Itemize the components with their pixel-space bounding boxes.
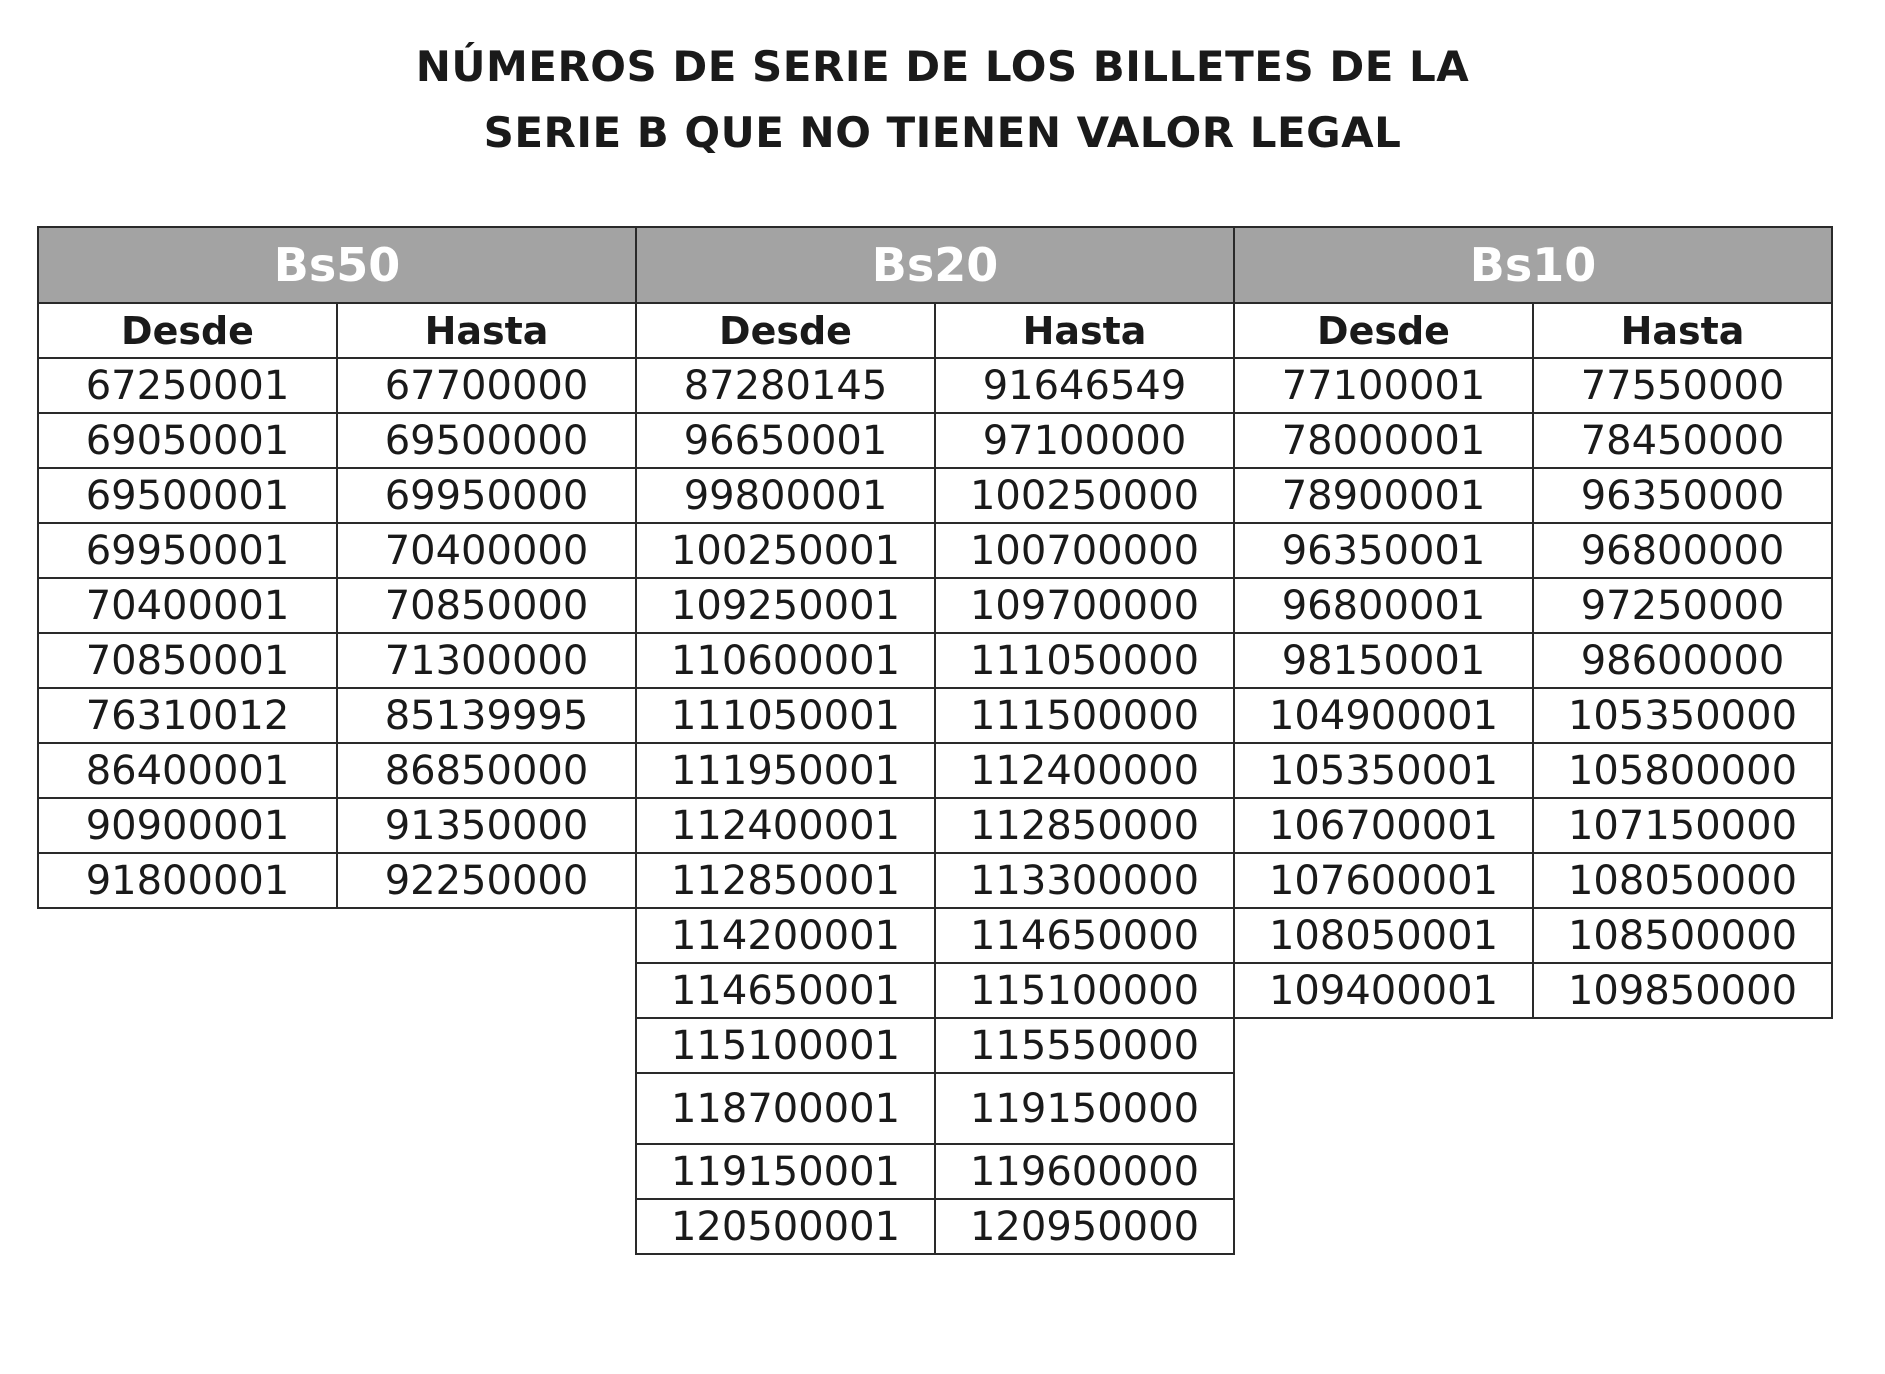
bs10-hasta-cell: 108050000 [1533, 853, 1832, 908]
bs50-table-row [38, 413, 636, 468]
bs10-desde-cell: 77100001 [1234, 358, 1533, 413]
bs50-desde-cell: 70850001 [38, 633, 337, 688]
bs50-desde-cell: 69500001 [38, 468, 337, 523]
bs10-hasta-cell: 96350000 [1533, 468, 1832, 523]
bs50-table-row [38, 853, 636, 908]
bs10-table-row [1234, 578, 1832, 633]
title-line-1: NÚMEROS DE SERIE DE LOS BILLETES DE LA [415, 42, 1470, 91]
bs50-desde-cell: 69050001 [38, 413, 337, 468]
title-line-2: SERIE B QUE NO TIENEN VALOR LEGAL [483, 108, 1402, 157]
bs20-table-row [636, 908, 1234, 963]
bs20-hasta-cell: 112400000 [935, 743, 1234, 798]
bs10-hasta-header: Hasta [1533, 303, 1832, 358]
bs20-table [635, 226, 1235, 1255]
bs20-table-row [636, 688, 1234, 743]
bs50-desde-cell: 70400001 [38, 578, 337, 633]
bs10-desde-cell: 109400001 [1234, 963, 1533, 1018]
bs50-table-row [38, 743, 636, 798]
bs20-table-row [636, 413, 1234, 468]
bs10-header: Bs10 [1234, 227, 1832, 303]
bs20-table-row [636, 578, 1234, 633]
bs50-hasta-cell: 92250000 [337, 853, 636, 908]
bs10-desde-cell: 98150001 [1234, 633, 1533, 688]
bs50-hasta-cell: 86850000 [337, 743, 636, 798]
bs50-desde-cell: 76310012 [38, 688, 337, 743]
bs50-desde-cell: 91800001 [38, 853, 337, 908]
bs20-desde-cell: 114200001 [636, 908, 935, 963]
bs10-table-row [1234, 798, 1832, 853]
bs20-table-row [636, 633, 1234, 688]
bs10-desde-cell: 104900001 [1234, 688, 1533, 743]
bs10-rows [1234, 358, 1832, 1018]
bs10-hasta-cell: 78450000 [1533, 413, 1832, 468]
bs20-table-row [636, 1144, 1234, 1199]
bs20-desde-cell: 112400001 [636, 798, 935, 853]
bs20-desde-cell: 99800001 [636, 468, 935, 523]
bs20-hasta-header: Hasta [935, 303, 1234, 358]
bs10-desde-cell: 96350001 [1234, 523, 1533, 578]
bs20-header: Bs20 [636, 227, 1234, 303]
bs50-table-row [38, 798, 636, 853]
bs20-hasta-cell: 111500000 [935, 688, 1234, 743]
bs20-desde-cell: 111050001 [636, 688, 935, 743]
bs50-hasta-cell: 69950000 [337, 468, 636, 523]
bs50-table-row [38, 468, 636, 523]
bs10-table [1233, 226, 1833, 1019]
bs20-desde-cell: 114650001 [636, 963, 935, 1018]
bs20-table-row [636, 798, 1234, 853]
bs20-table-row [636, 743, 1234, 798]
bs50-table-row [38, 578, 636, 633]
bs10-table-row [1234, 468, 1832, 523]
page-title [0, 34, 1885, 166]
bs20-hasta-cell: 100700000 [935, 523, 1234, 578]
bs20-desde-cell: 118700001 [636, 1073, 935, 1144]
bs20-hasta-cell: 97100000 [935, 413, 1234, 468]
bs20-hasta-cell: 91646549 [935, 358, 1234, 413]
bs20-table-row [636, 468, 1234, 523]
bs10-desde-header: Desde [1234, 303, 1533, 358]
bs10-desde-cell: 106700001 [1234, 798, 1533, 853]
bs20-hasta-cell: 115100000 [935, 963, 1234, 1018]
bs50-table-row [38, 633, 636, 688]
bs20-table-row [636, 853, 1234, 908]
bs10-hasta-cell: 97250000 [1533, 578, 1832, 633]
bs20-hasta-cell: 119150000 [935, 1073, 1234, 1144]
bs20-hasta-cell: 100250000 [935, 468, 1234, 523]
bs20-hasta-cell: 119600000 [935, 1144, 1234, 1199]
bs20-table-row [636, 963, 1234, 1018]
bs10-table-row [1234, 908, 1832, 963]
bs50-desde-cell: 67250001 [38, 358, 337, 413]
bs10-table-row [1234, 963, 1832, 1018]
bs10-table-row [1234, 743, 1832, 798]
bs20-desde-cell: 119150001 [636, 1144, 935, 1199]
bs10-table-row [1234, 413, 1832, 468]
bs10-table-row [1234, 633, 1832, 688]
bs10-hasta-cell: 96800000 [1533, 523, 1832, 578]
bs10-desde-cell: 78900001 [1234, 468, 1533, 523]
bs10-table-row [1234, 523, 1832, 578]
bs20-rows [636, 358, 1234, 1254]
bs50-hasta-header: Hasta [337, 303, 636, 358]
bs20-table-row [636, 1073, 1234, 1144]
bs50-hasta-cell: 69500000 [337, 413, 636, 468]
bs20-desde-cell: 112850001 [636, 853, 935, 908]
bs10-desde-cell: 96800001 [1234, 578, 1533, 633]
bs20-hasta-cell: 109700000 [935, 578, 1234, 633]
bs10-desde-cell: 108050001 [1234, 908, 1533, 963]
bs50-desde-header: Desde [38, 303, 337, 358]
bs10-table-row [1234, 688, 1832, 743]
bs20-desde-cell: 100250001 [636, 523, 935, 578]
bs10-hasta-cell: 77550000 [1533, 358, 1832, 413]
bs10-desde-cell: 105350001 [1234, 743, 1533, 798]
bs20-desde-cell: 120500001 [636, 1199, 935, 1254]
bs20-desde-cell: 96650001 [636, 413, 935, 468]
bs20-desde-cell: 87280145 [636, 358, 935, 413]
bs20-table-row [636, 523, 1234, 578]
bs10-hasta-cell: 109850000 [1533, 963, 1832, 1018]
bs10-table-row [1234, 358, 1832, 413]
bs20-desde-cell: 109250001 [636, 578, 935, 633]
bs10-hasta-cell: 107150000 [1533, 798, 1832, 853]
bs10-hasta-cell: 105350000 [1533, 688, 1832, 743]
bs20-hasta-cell: 113300000 [935, 853, 1234, 908]
bs50-desde-cell: 69950001 [38, 523, 337, 578]
bs50-hasta-cell: 67700000 [337, 358, 636, 413]
bs50-hasta-cell: 71300000 [337, 633, 636, 688]
bs50-desde-cell: 86400001 [38, 743, 337, 798]
bs10-desde-cell: 78000001 [1234, 413, 1533, 468]
bs50-header: Bs50 [38, 227, 636, 303]
bs50-table-row [38, 358, 636, 413]
bs20-hasta-cell: 115550000 [935, 1018, 1234, 1073]
bs10-hasta-cell: 108500000 [1533, 908, 1832, 963]
bs20-desde-cell: 115100001 [636, 1018, 935, 1073]
bs20-desde-cell: 110600001 [636, 633, 935, 688]
bs20-table-row [636, 1018, 1234, 1073]
bs20-hasta-cell: 112850000 [935, 798, 1234, 853]
bs50-desde-cell: 90900001 [38, 798, 337, 853]
bs10-desde-cell: 107600001 [1234, 853, 1533, 908]
bs20-hasta-cell: 111050000 [935, 633, 1234, 688]
bs50-hasta-cell: 85139995 [337, 688, 636, 743]
bs10-hasta-cell: 105800000 [1533, 743, 1832, 798]
bs50-table-row [38, 688, 636, 743]
bs20-hasta-cell: 114650000 [935, 908, 1234, 963]
bs50-hasta-cell: 70400000 [337, 523, 636, 578]
bs20-hasta-cell: 120950000 [935, 1199, 1234, 1254]
bs50-rows [38, 358, 636, 908]
bs20-desde-cell: 111950001 [636, 743, 935, 798]
bs10-hasta-cell: 98600000 [1533, 633, 1832, 688]
bs20-desde-header: Desde [636, 303, 935, 358]
bs10-table-row [1234, 853, 1832, 908]
bs20-table-row [636, 358, 1234, 413]
bs50-hasta-cell: 91350000 [337, 798, 636, 853]
bs50-hasta-cell: 70850000 [337, 578, 636, 633]
bs50-table [37, 226, 637, 909]
bs20-table-row [636, 1199, 1234, 1254]
bs50-table-row [38, 523, 636, 578]
